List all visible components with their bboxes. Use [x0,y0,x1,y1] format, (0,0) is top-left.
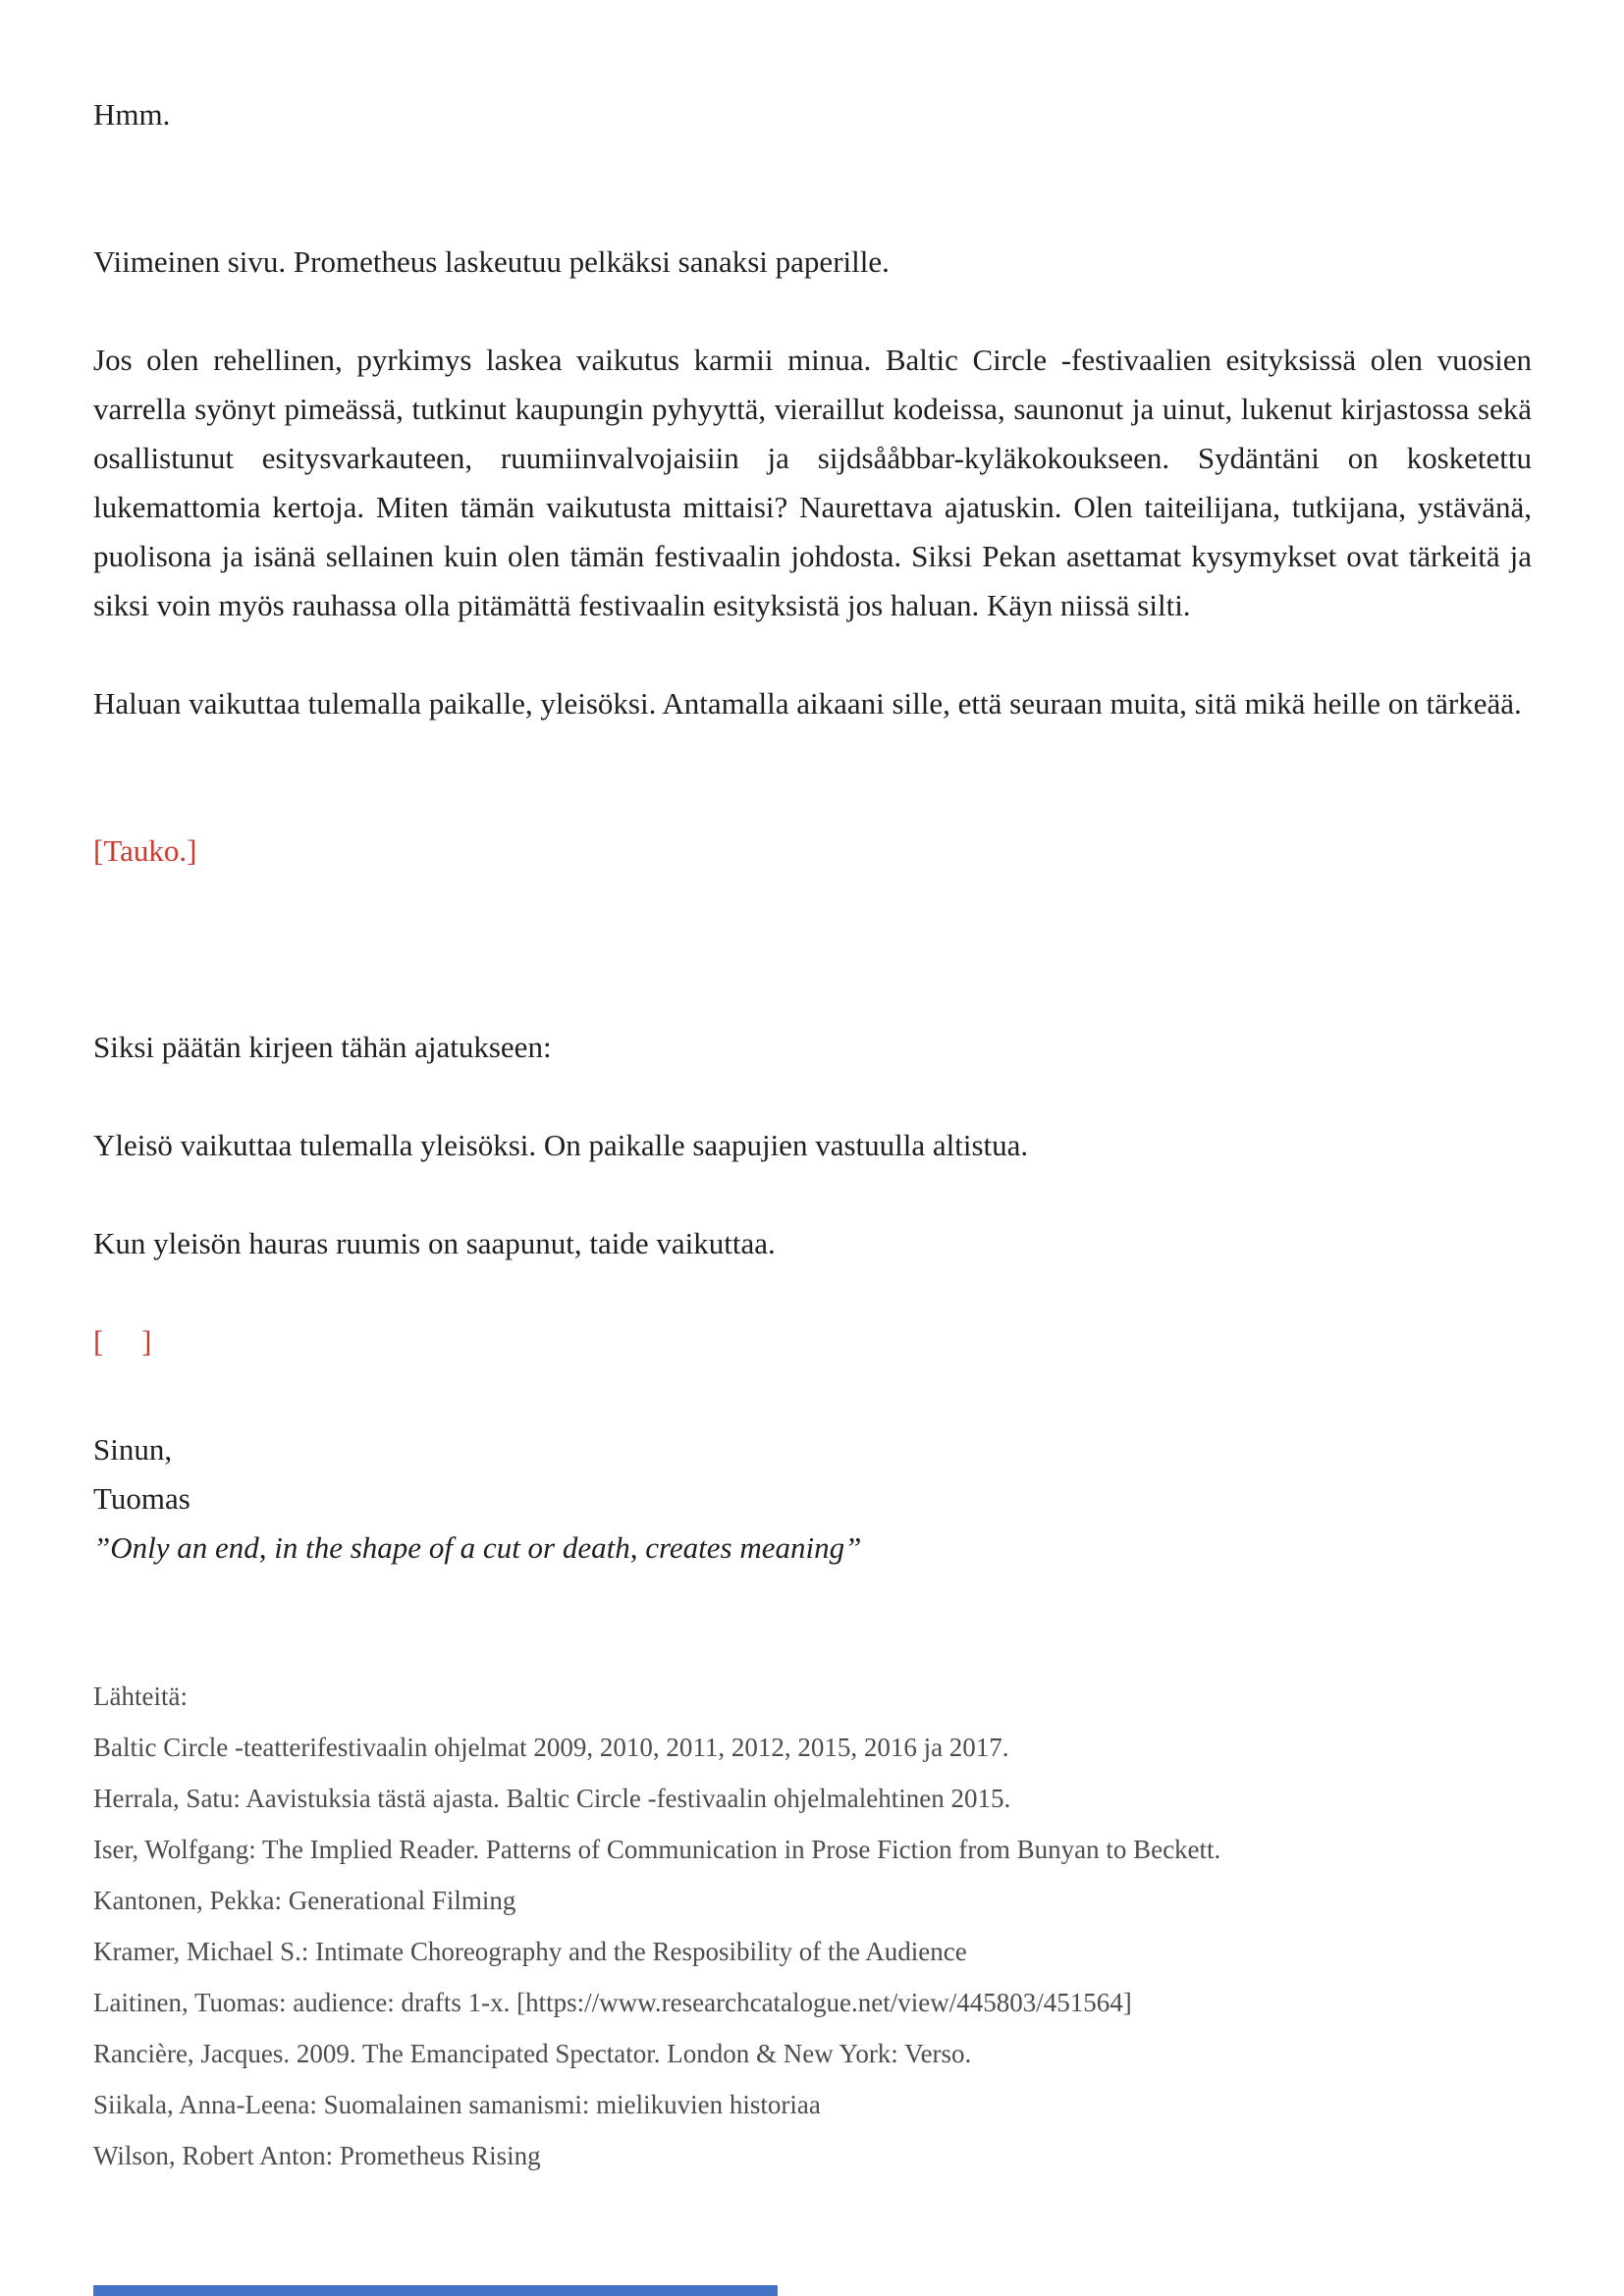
reference-item: Wilson, Robert Anton: Prometheus Rising [93,2141,541,2170]
empty-brackets-marker: [ ] [93,1324,152,1359]
paragraph-haluan: Haluan vaikuttaa tulemalla paikalle, yleisöksi. Antamalla aikaani sille, että seuraan muita, sitä mikä heille on tärkeää. [93,686,1522,721]
letter-body [93,90,1532,2181]
last-page-line: Viimeinen sivu. Prometheus laskeutuu pelkäksi sanaksi paperille. [93,244,890,279]
footer-bar [93,2285,778,2296]
reference-item: Laitinen, Tuomas: audience: drafts 1-x. [https://www.researchcatalogue.net/view/445803/451564] [93,1988,1132,2017]
reference-item: Baltic Circle -teatterifestivaalin ohjelmat 2009, 2010, 2011, 2012, 2015, 2016 ja 2017. [93,1733,1009,1762]
pause-marker: [Tauko.] [93,833,197,868]
paragraph-kun: Kun yleisön hauras ruumis on saapunut, taide vaikuttaa. [93,1226,776,1260]
reference-item: Iser, Wolfgang: The Implied Reader. Patterns of Communication in Prose Fiction from Bunyan to Beckett. [93,1835,1221,1864]
reference-item: Kantonen, Pekka: Generational Filming [93,1886,516,1915]
paragraph-honest: Jos olen rehellinen, pyrkimys laskea vaikutus karmii minua. Baltic Circle -festivaalien esityksissä olen vuosien varrella syönyt pimeässä, tutkinut kaupungin pyhyyttä, vieraillut kodeissa, saunonut ja uinut, lukenut kirjastossa sekä osallistunut esitysvarkauteen, ruumiinvalvojaisiin ja sijdsååbbar-kyläkokoukseen. Sydäntäni on kosketettu lukemattomia kertoja. Miten tämän vaikutusta mittaisi? Naurettava ajatuskin. Olen taiteilijana, tutkijana, ystävänä, puolisona ja isänä sellainen kuin olen tämän festivaalin johdosta. Siksi Pekan asettamat kysymykset ovat tärkeitä ja siksi voin myös rauhassa olla pitämättä festivaalin esityksistä jos haluan. Käyn niissä silti. [93,343,1532,622]
reference-item: Herrala, Satu: Aavistuksia tästä ajasta. Baltic Circle -festivaalin ohjelmalehtinen 2015. [93,1784,1011,1813]
references-section [93,1671,1532,2181]
paragraph-siksi: Siksi päätän kirjeen tähän ajatukseen: [93,1030,552,1064]
reference-item: Kramer, Michael S.: Intimate Choreography and the Resposibility of the Audience [93,1937,967,1966]
signoff-line-2: Tuomas [93,1481,190,1516]
reference-item: Siikala, Anna-Leena: Suomalainen samanismi: mielikuvien historiaa [93,2090,821,2119]
reference-item: Rancière, Jacques. 2009. The Emancipated Spectator. London & New York: Verso. [93,2039,972,2068]
paragraph-yleiso: Yleisö vaikuttaa tulemalla yleisöksi. On paikalle saapujien vastuulla altistua. [93,1128,1029,1162]
references-heading: Lähteitä: [93,1682,188,1711]
signoff-line-1: Sinun, [93,1432,173,1467]
greeting-line: Hmm. [93,97,171,132]
closing-quote: ”Only an end, in the shape of a cut or death, creates meaning” [93,1530,862,1565]
